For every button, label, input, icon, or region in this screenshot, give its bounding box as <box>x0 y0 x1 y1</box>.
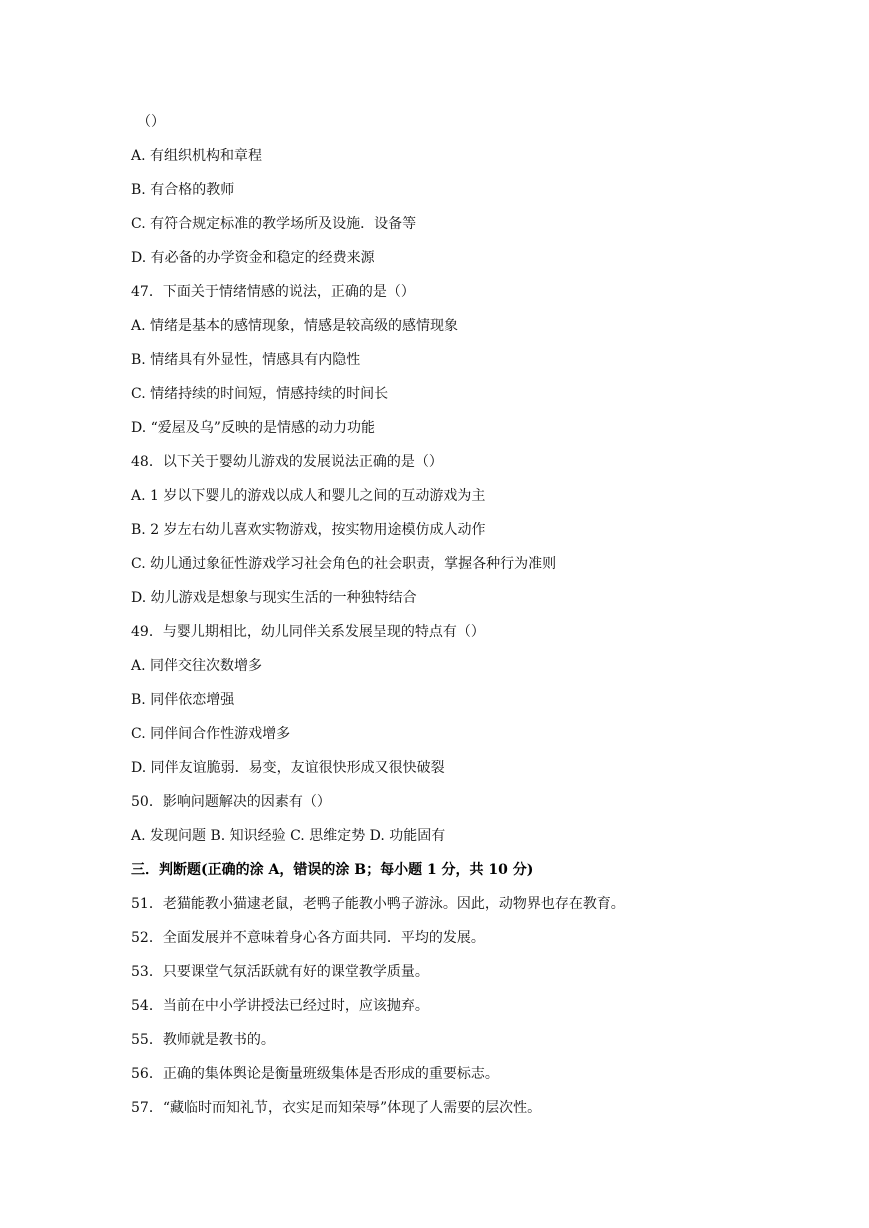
option-46-d: D. 有必备的办学资金和稳定的经费来源 <box>131 250 375 266</box>
option-47-b: B. 情绪具有外显性，情感具有内隐性 <box>131 352 361 368</box>
question-51: 51．老猫能教小猫逮老鼠，老鸭子能教小鸭子游泳。因此，动物界也存在教育。 <box>131 896 625 912</box>
document-content <box>131 111 771 1131</box>
question-49: 49．与婴儿期相比，幼儿同伴关系发展呈现的特点有（） <box>131 624 485 640</box>
option-46-b: B. 有合格的教师 <box>131 182 235 198</box>
option-48-b: B. 2 岁左右幼儿喜欢实物游戏，按实物用途模仿成人动作 <box>131 522 486 538</box>
question-48: 48．以下关于婴幼儿游戏的发展说法正确的是（） <box>131 454 443 470</box>
option-49-a: A. 同伴交往次数增多 <box>131 658 263 674</box>
question-56: 56．正确的集体舆论是衡量班级集体是否形成的重要标志。 <box>131 1066 499 1082</box>
option-46-c: C. 有符合规定标准的教学场所及设施．设备等 <box>131 216 417 232</box>
options-50: A. 发现问题 B. 知识经验 C. 思维定势 D. 功能固有 <box>131 828 446 844</box>
section-heading-true-false: 三．判断题(正确的涂 A，错误的涂 B；每小题 1 分，共 10 分) <box>131 862 534 878</box>
option-49-b: B. 同伴依恋增强 <box>131 692 235 708</box>
option-46-a: A. 有组织机构和章程 <box>131 148 263 164</box>
question-55: 55．教师就是教书的。 <box>131 1032 275 1048</box>
option-48-a: A. 1 岁以下婴儿的游戏以成人和婴儿之间的互动游戏为主 <box>131 488 486 504</box>
question-57: 57．“藏临时而知礼节，衣实足而知荣辱”体现了人需要的层次性。 <box>131 1100 542 1116</box>
option-48-c: C. 幼儿通过象征性游戏学习社会角色的社会职责，掌握各种行为准则 <box>131 556 557 572</box>
question-46-stem-end: （） <box>137 114 165 130</box>
option-47-d: D. “爱屋及乌”反映的是情感的动力功能 <box>131 420 375 436</box>
option-47-c: C. 情绪持续的时间短，情感持续的时间长 <box>131 386 389 402</box>
option-49-d: D. 同伴友谊脆弱．易变，友谊很快形成又很快破裂 <box>131 760 445 776</box>
question-52: 52．全面发展并不意味着身心各方面共同．平均的发展。 <box>131 930 485 946</box>
option-48-d: D. 幼儿游戏是想象与现实生活的一种独特结合 <box>131 590 417 606</box>
question-50: 50．影响问题解决的因素有（） <box>131 794 331 810</box>
question-53: 53．只要课堂气氛活跃就有好的课堂教学质量。 <box>131 964 429 980</box>
option-47-a: A. 情绪是基本的感情现象，情感是较高级的感情现象 <box>131 318 459 334</box>
question-54: 54．当前在中小学讲授法已经过时，应该抛弃。 <box>131 998 429 1014</box>
option-49-c: C. 同伴间合作性游戏增多 <box>131 726 291 742</box>
question-47: 47．下面关于情绪情感的说法，正确的是（） <box>131 284 415 300</box>
